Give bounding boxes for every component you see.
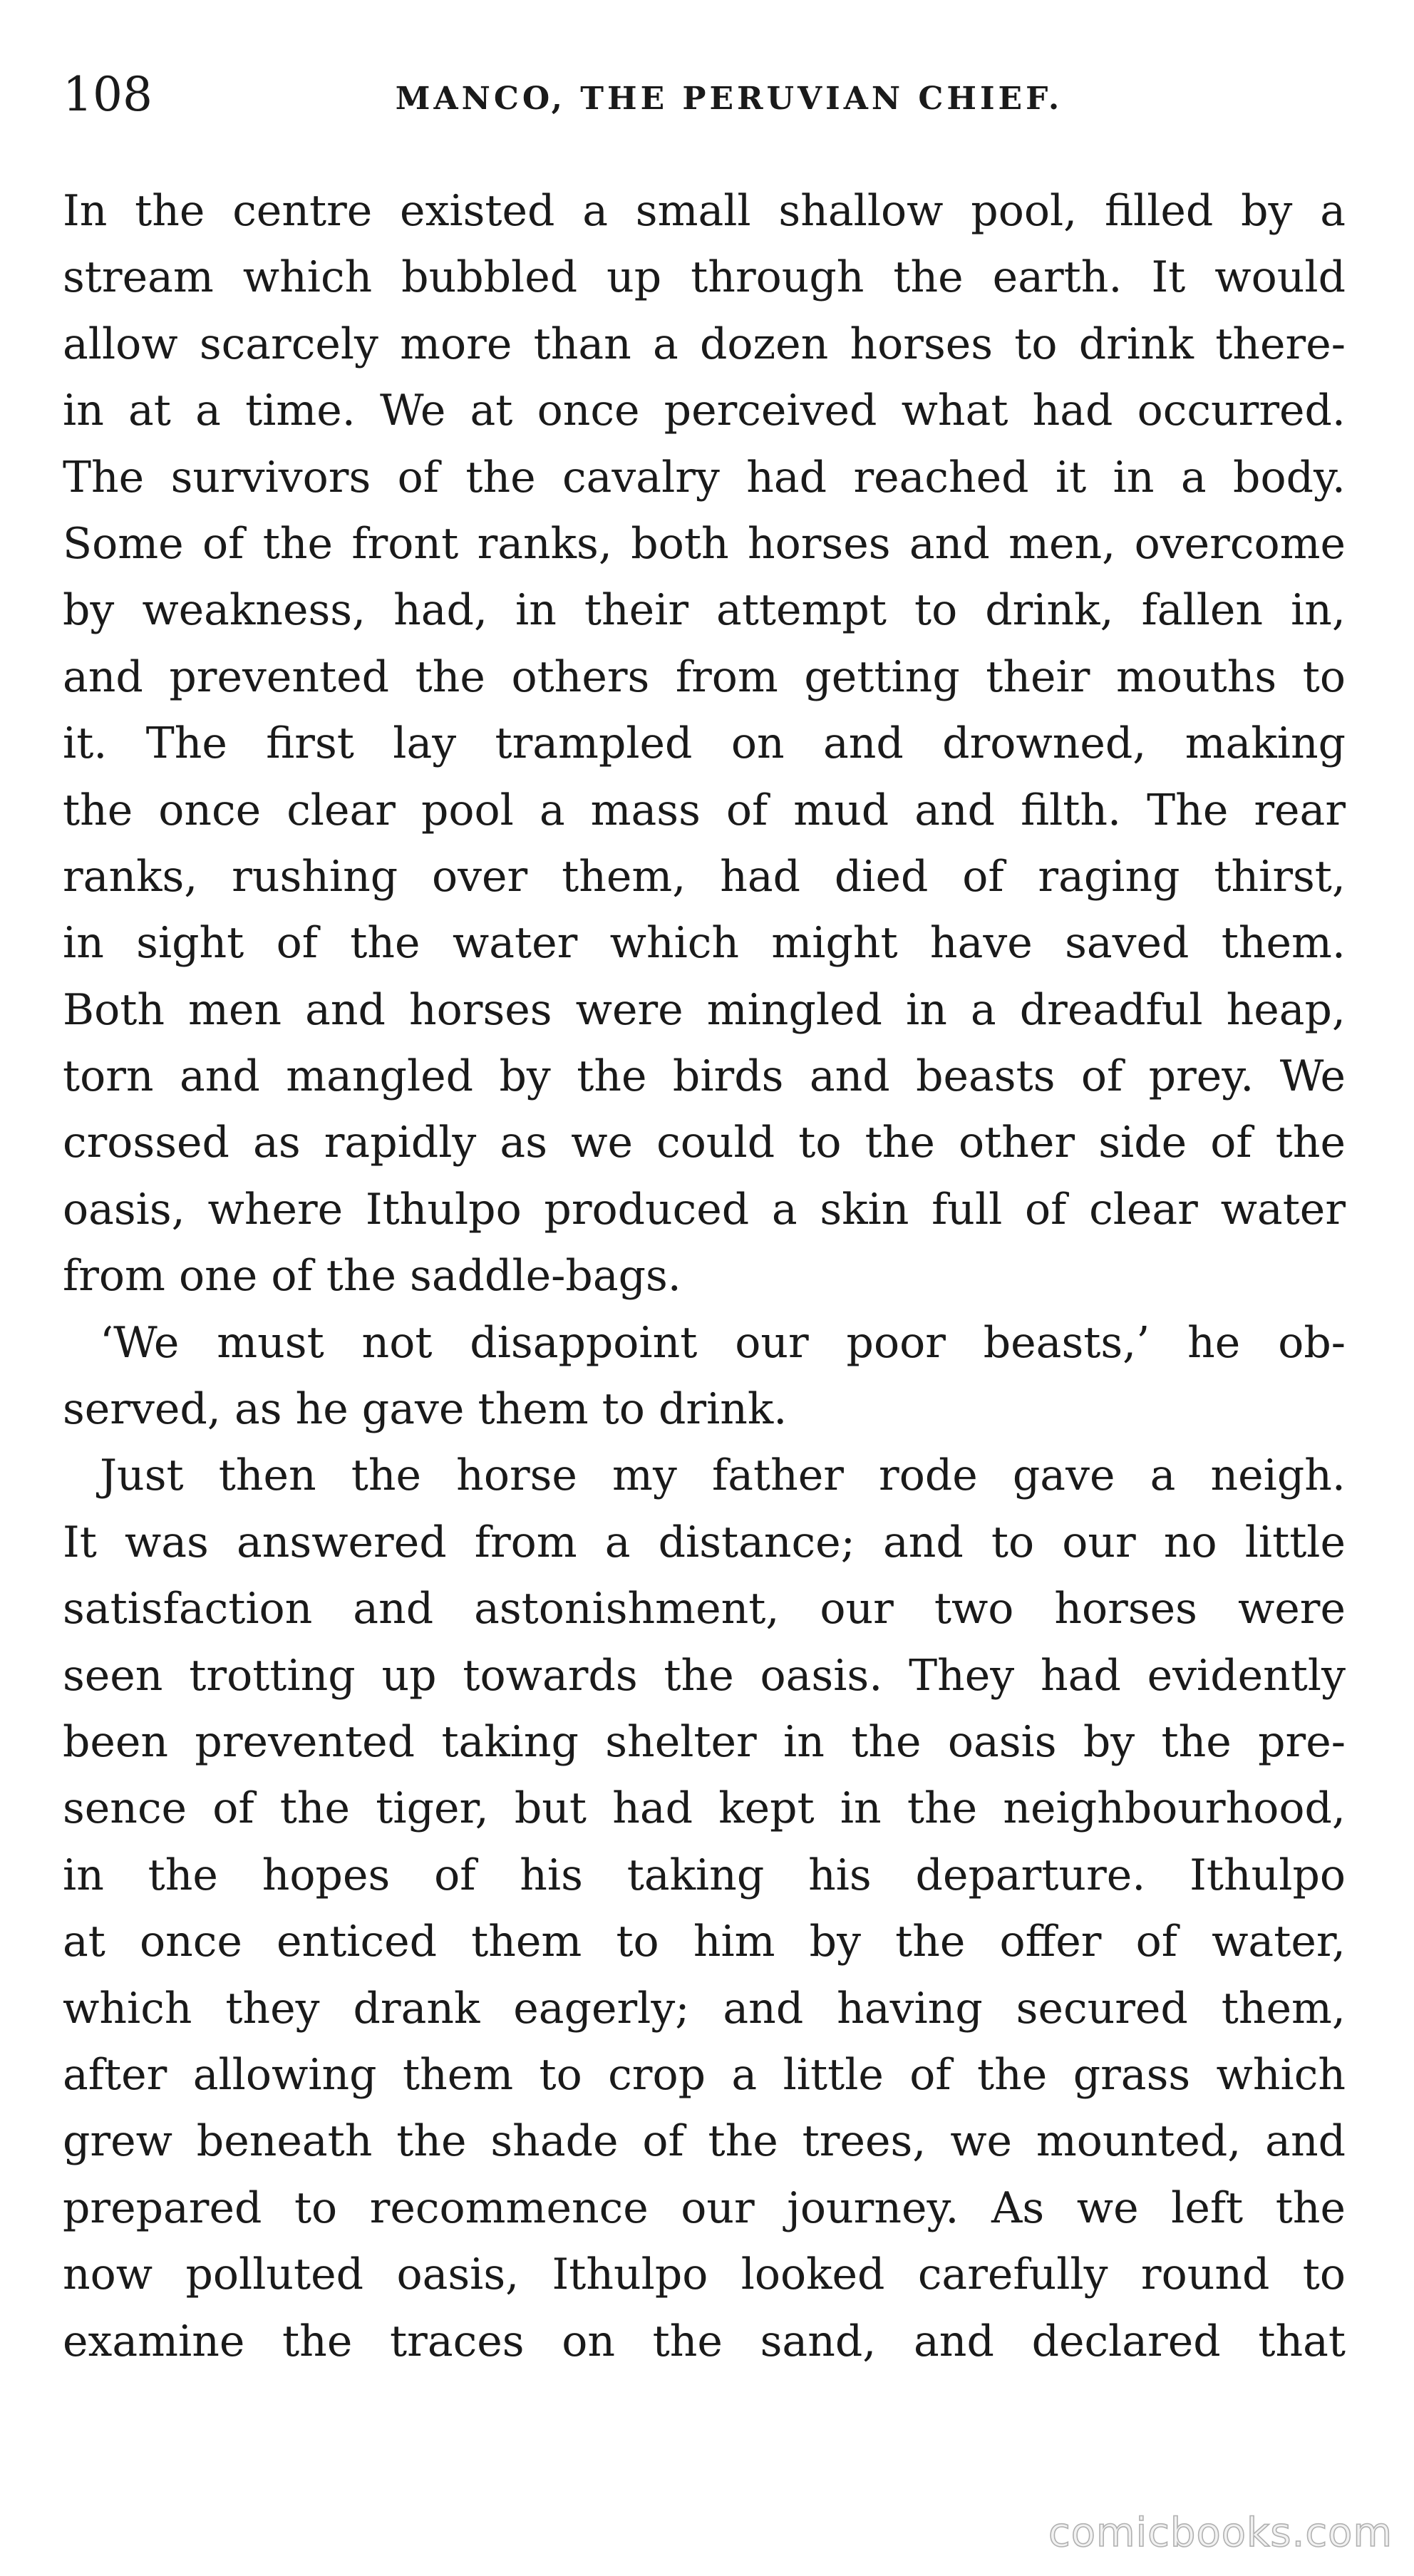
text-line: in sight of the water which might have saved them. xyxy=(63,918,1346,969)
text-line: the once clear pool a mass of mud and filth. The rear xyxy=(63,785,1346,835)
page-header xyxy=(63,63,1353,127)
text-line: allow scarcely more than a dozen horses to drink there- xyxy=(63,319,1346,369)
text-line: It was answered from a distance; and to our no little xyxy=(63,1517,1346,1567)
text-line: grew beneath the shade of the trees, we mounted, and xyxy=(63,2116,1346,2167)
text-line: In the centre existed a small shallow pool, filled by a xyxy=(63,186,1346,236)
text-line: Just then the horse my father rode gave a neigh. xyxy=(100,1451,1346,1501)
text-line: which they drank eagerly; and having secured them, xyxy=(63,1983,1346,2034)
text-line: oasis, where Ithulpo produced a skin full of clear water xyxy=(63,1184,1346,1235)
text-line: ranks, rushing over them, had died of raging thirst, xyxy=(63,851,1346,902)
text-line: sence of the tiger, but had kept in the neighbourhood, xyxy=(63,1783,1346,1834)
text-line: served, as he gave them to drink. xyxy=(63,1384,788,1435)
text-line: stream which bubbled up through the earth. It would xyxy=(63,252,1346,303)
text-line: ‘We must not disappoint our poor beasts,’ he ob- xyxy=(100,1317,1346,1368)
text-line: prepared to recommence our journey. As we left the xyxy=(63,2183,1346,2233)
text-line: from one of the saddle-bags. xyxy=(63,1251,681,1302)
watermark: comicbooks.com xyxy=(1048,2510,1393,2556)
text-line: examine the traces on the sand, and declared that xyxy=(63,2316,1346,2366)
text-line: been prevented taking shelter in the oasis by the pre- xyxy=(63,1716,1346,1767)
text-line: Some of the front ranks, both horses and men, overcome xyxy=(63,518,1346,569)
text-line: crossed as rapidly as we could to the other side of the xyxy=(63,1118,1346,1168)
running-title: MANCO, THE PERUVIAN CHIEF. xyxy=(395,81,1063,117)
text-line: seen trotting up towards the oasis. They had evidently xyxy=(63,1650,1346,1701)
text-line: at once enticed them to him by the offer of water, xyxy=(63,1917,1346,1967)
text-line: it. The first lay trampled on and drowned, making xyxy=(63,718,1346,769)
text-line: after allowing them to crop a little of the grass which xyxy=(63,2049,1346,2100)
text-line: torn and mangled by the birds and beasts of prey. We xyxy=(63,1051,1346,1102)
text-line: The survivors of the cavalry had reached it in a body. xyxy=(63,452,1346,503)
text-line: in the hopes of his taking his departure. Ithulpo xyxy=(63,1850,1346,1900)
text-line: in at a time. We at once perceived what had occurred. xyxy=(63,386,1346,436)
body-text xyxy=(63,178,1346,2375)
text-line: satisfaction and astonishment, our two horses were xyxy=(63,1584,1346,1634)
text-line: now polluted oasis, Ithulpo looked carefully round to xyxy=(63,2250,1346,2300)
text-line: by weakness, had, in their attempt to drink, fallen in, xyxy=(63,585,1346,636)
text-line: Both men and horses were mingled in a dreadful heap, xyxy=(63,984,1346,1035)
text-line: and prevented the others from getting their mouths to xyxy=(63,651,1346,702)
page-number: 108 xyxy=(63,67,153,122)
